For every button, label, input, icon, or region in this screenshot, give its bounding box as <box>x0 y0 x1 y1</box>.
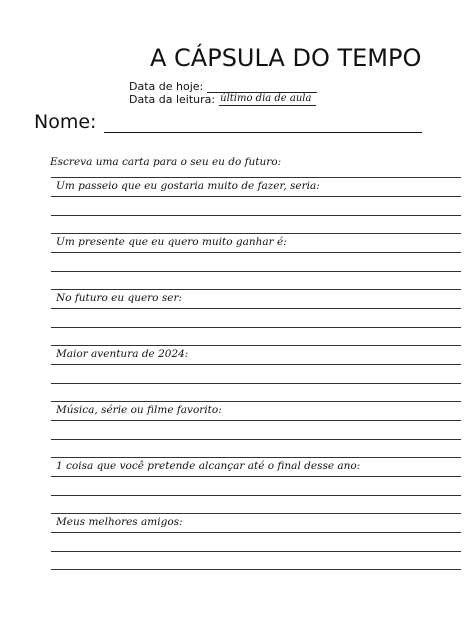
prompt-3: No futuro eu quero ser: <box>56 292 183 304</box>
prompt-5: Música, série ou filme favorito: <box>56 404 222 416</box>
name-field[interactable] <box>104 112 422 133</box>
page-title: A CÁPSULA DO TEMPO <box>150 44 422 72</box>
writing-line[interactable] <box>51 327 461 328</box>
writing-line[interactable] <box>51 495 461 496</box>
date-read-field[interactable]: último dia de aula <box>219 93 316 106</box>
date-today-label: Data de hoje: <box>129 80 204 93</box>
writing-line[interactable] <box>51 289 461 290</box>
writing-line[interactable] <box>51 569 461 570</box>
writing-line[interactable] <box>51 308 461 309</box>
writing-line[interactable] <box>51 177 461 178</box>
writing-line[interactable] <box>51 476 461 477</box>
writing-line[interactable] <box>51 215 461 216</box>
writing-line[interactable] <box>51 345 461 346</box>
date-read-row <box>129 93 316 106</box>
prompt-2: Um presente que eu quero muito ganhar é: <box>56 236 287 248</box>
writing-line[interactable] <box>51 420 461 421</box>
writing-line[interactable] <box>51 196 461 197</box>
date-today-field[interactable] <box>207 80 317 93</box>
name-label: Nome: <box>34 111 97 133</box>
intro-text: Escreva uma carta para o seu eu do futuro: <box>50 156 282 168</box>
writing-line[interactable] <box>51 532 461 533</box>
writing-line[interactable] <box>51 457 461 458</box>
writing-line[interactable] <box>51 551 461 552</box>
writing-line[interactable] <box>51 383 461 384</box>
writing-line[interactable] <box>51 401 461 402</box>
writing-line[interactable] <box>51 513 461 514</box>
name-row <box>34 111 422 133</box>
writing-line[interactable] <box>51 271 461 272</box>
prompt-6: 1 coisa que você pretende alcançar até o final desse ano: <box>56 460 361 472</box>
prompt-4: Maior aventura de 2024: <box>56 348 189 360</box>
date-today-row <box>129 80 317 93</box>
date-read-label: Data da leitura: <box>129 93 216 106</box>
writing-line[interactable] <box>51 252 461 253</box>
writing-line[interactable] <box>51 439 461 440</box>
writing-line[interactable] <box>51 233 461 234</box>
writing-line[interactable] <box>51 364 461 365</box>
prompt-7: Meus melhores amigos: <box>56 516 183 528</box>
prompt-1: Um passeio que eu gostaria muito de fazer, seria: <box>56 180 320 192</box>
